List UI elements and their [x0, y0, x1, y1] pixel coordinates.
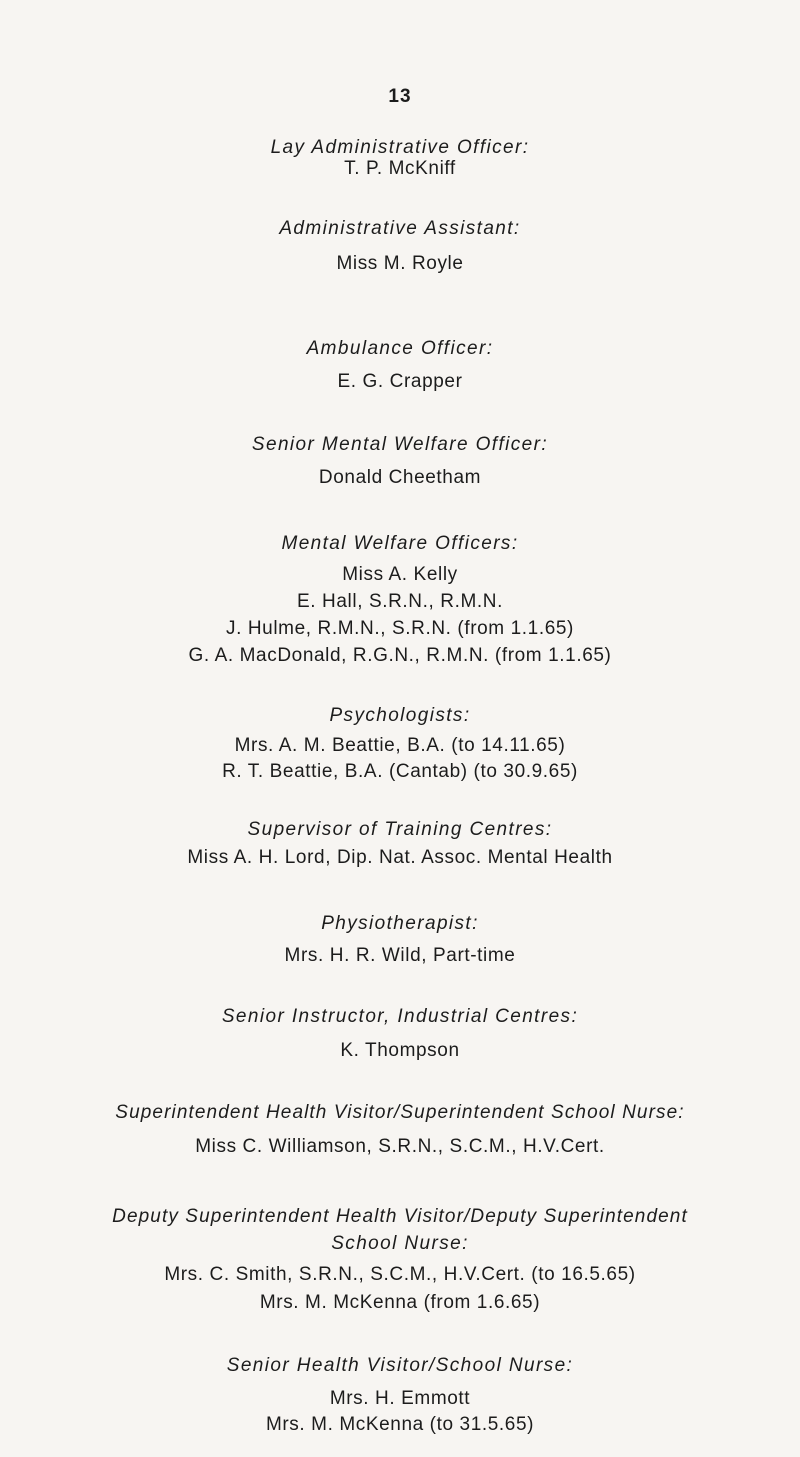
- staff-entry: Mrs. M. McKenna (from 1.6.65): [259, 1292, 541, 1313]
- staff-entry: E. Hall, S.R.N., R.M.N.: [297, 591, 503, 612]
- staff-entry: K. Thompson: [340, 1040, 460, 1061]
- staff-entry: Miss A. H. Lord, Dip. Nat. Assoc. Mental Health: [187, 847, 613, 868]
- section-heading-lay-administrative-officer: Lay Administrative Officer:: [270, 137, 530, 158]
- section-heading-supervisor-training-centres: Supervisor of Training Centres:: [247, 819, 553, 840]
- section-heading-deputy-superintendent: Deputy Superintendent Health Visitor/Deputy Superintendent: [112, 1206, 688, 1227]
- staff-entry: R. T. Beattie, B.A. (Cantab) (to 30.9.65): [222, 761, 578, 782]
- section-heading-psychologists: Psychologists:: [329, 705, 471, 726]
- staff-entry: Donald Cheetham: [318, 467, 482, 488]
- staff-entry: G. A. MacDonald, R.G.N., R.M.N. (from 1.1.65): [188, 645, 612, 666]
- staff-entry: T. P. McKniff: [344, 158, 456, 179]
- staff-entry: Miss C. Williamson, S.R.N., S.C.M., H.V.Cert.: [195, 1136, 605, 1157]
- staff-entry: Mrs. H. R. Wild, Part-time: [284, 945, 516, 966]
- section-heading-administrative-assistant: Administrative Assistant:: [279, 218, 521, 239]
- section-heading-superintendent-health-visitor: Superintendent Health Visitor/Superintendent School Nurse:: [115, 1102, 685, 1123]
- staff-entry: Mrs. C. Smith, S.R.N., S.C.M., H.V.Cert. (to 16.5.65): [164, 1264, 636, 1285]
- section-heading-mental-welfare-officers: Mental Welfare Officers:: [281, 533, 519, 554]
- staff-entry: Mrs. H. Emmott: [329, 1388, 471, 1409]
- staff-entry: Miss M. Royle: [336, 253, 464, 274]
- section-heading-senior-instructor: Senior Instructor, Industrial Centres:: [221, 1006, 579, 1027]
- section-heading-physiotherapist: Physiotherapist:: [321, 913, 479, 934]
- staff-entry: Miss A. Kelly: [342, 564, 458, 585]
- staff-entry: Mrs. M. McKenna (to 31.5.65): [265, 1414, 535, 1435]
- section-heading-deputy-superintendent-cont: School Nurse:: [331, 1233, 469, 1254]
- staff-entry: Mrs. A. M. Beattie, B.A. (to 14.11.65): [234, 735, 566, 756]
- section-heading-ambulance-officer: Ambulance Officer:: [306, 338, 494, 359]
- staff-entry: E. G. Crapper: [337, 371, 463, 392]
- section-heading-senior-mental-welfare-officer: Senior Mental Welfare Officer:: [251, 434, 549, 455]
- section-heading-senior-health-visitor: Senior Health Visitor/School Nurse:: [226, 1355, 574, 1376]
- page-number: 13: [388, 86, 412, 107]
- staff-entry: J. Hulme, R.M.N., S.R.N. (from 1.1.65): [226, 618, 574, 639]
